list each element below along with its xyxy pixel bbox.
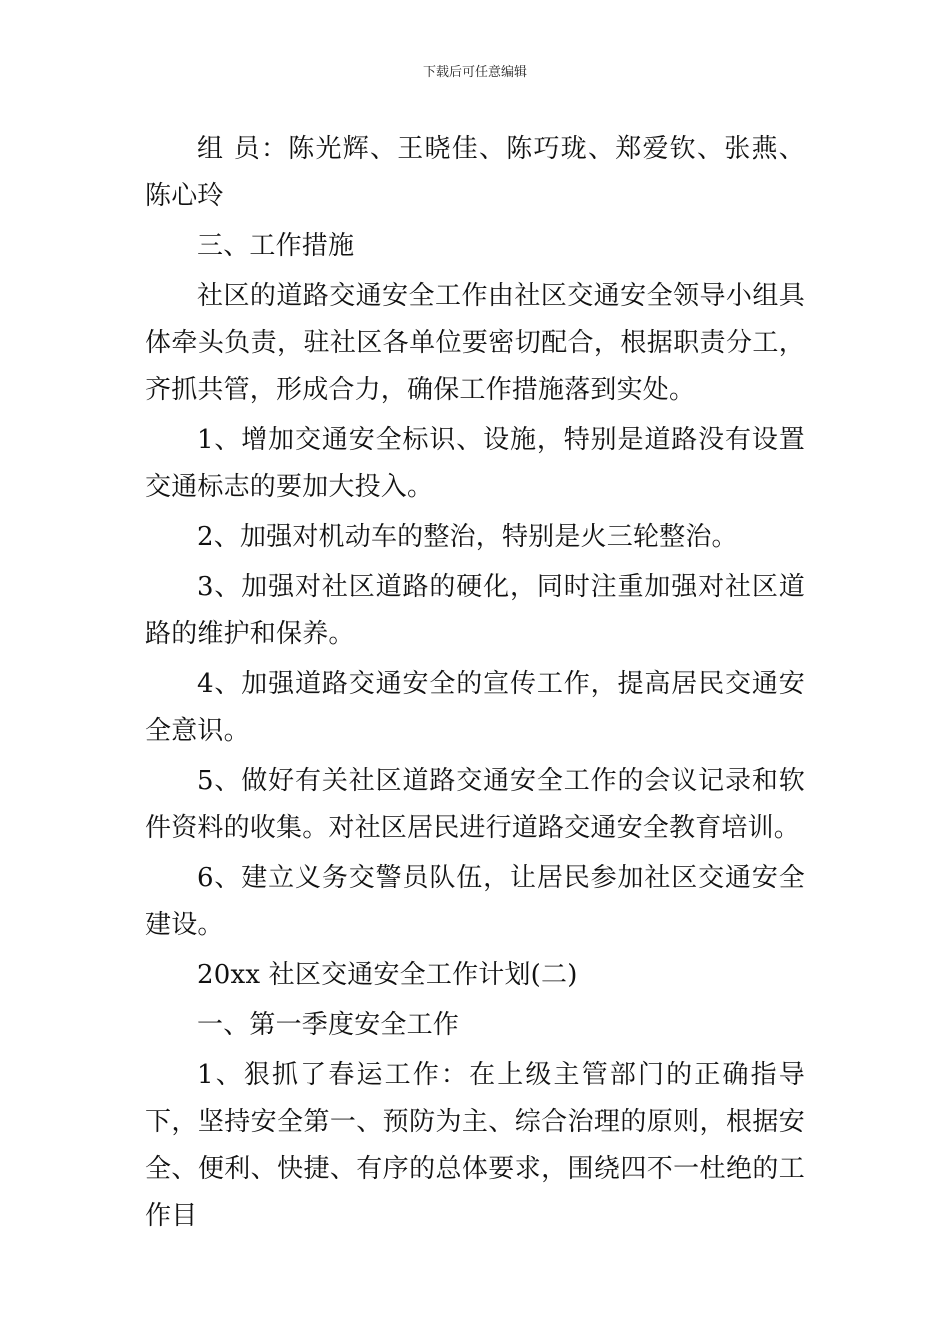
section-heading-measures: 三、工作措施 [197,231,355,261]
paragraph-measures-intro: 社区的道路交通安全工作由社区交通安全领导小组具体牵头负责，驻社区各单位要密切配合，根据职责分工，齐抓共管，形成合力，确保工作措施落到实处。 [145,281,805,405]
paragraph-item-6: 6、建立义务交警员队伍，让居民参加社区交通安全建设。 [145,863,805,940]
document-body [145,126,805,1243]
paragraph-item-1: 1、增加交通安全标识、设施，特别是道路没有设置交通标志的要加大投入。 [145,425,805,502]
paragraph-item-5: 5、做好有关社区道路交通安全工作的会议记录和软件资料的收集。对社区居民进行道路交通安全教育培训。 [145,766,805,843]
paragraph-item-3: 3、加强对社区道路的硬化，同时注重加强对社区道路的维护和保养。 [145,572,805,649]
paragraph-item-2: 2、加强对机动车的整治，特别是火三轮整治。 [197,522,738,552]
page-header-note: 下载后可任意编辑 [422,65,527,80]
document-subtitle-plan-2: 20xx 社区交通安全工作计划(二) [197,960,578,990]
paragraph-members: 组 员：陈光辉、王晓佳、陈巧珑、郑爱钦、张燕、陈心玲 [145,134,805,211]
paragraph-q1-item-1: 1、狠抓了春运工作：在上级主管部门的正确指导下，坚持安全第一、预防为主、综合治理的原则，根据安全、便利、快捷、有序的总体要求，围绕四不一杜绝的工作目 [145,1060,805,1231]
section-heading-q1: 一、第一季度安全工作 [197,1010,460,1040]
paragraph-item-4: 4、加强道路交通安全的宣传工作，提高居民交通安全意识。 [145,669,805,746]
